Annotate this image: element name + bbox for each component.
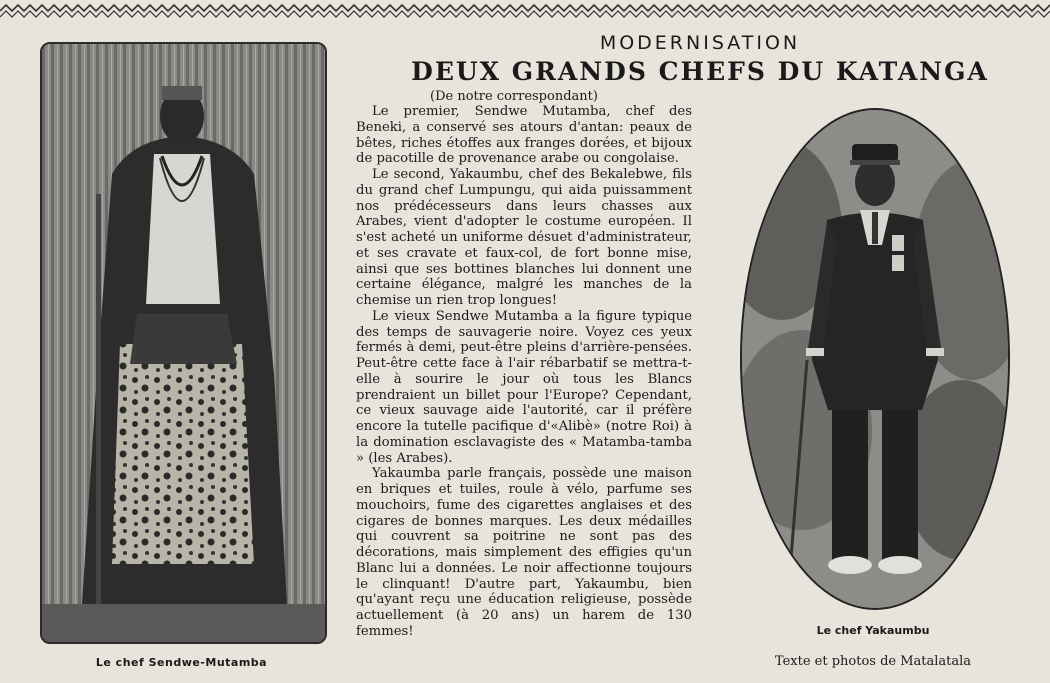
headline-title: DEUX GRANDS CHEFS DU KATANGA — [411, 57, 989, 86]
decorative-zigzag-border — [0, 0, 1050, 22]
article-paragraph: Yakaumba parle français, possède une maison en briques et tuiles, roule à vélo, parfume ses mouchoirs, fume des cigarettes anglaises et des cigares de bonnes marques. Les deux médailles qui couvrent sa poitrine ne sont pas des décorations, mais simplement des effigies qu'un Blanc lui a données. Le noir affectionne toujours le clinquant! D'autre part, Yakaumbu, bien qu'ayant reçu une éducation religieuse, possède actuellement (à 20 ans) un harem de 130 femmes! — [356, 466, 692, 639]
left-photo-caption: Le chef Sendwe-Mutamba — [95, 656, 268, 669]
article-paragraph: Le vieux Sendwe Mutamba a la figure typique des temps de sauvagerie noire. Voyez ces yeux fermés à demi, peut-être pleins d'arrière-pensées. Peut-être cette face à l'air rébarbatif se mettra-t-elle à sourire le jour où tous les Blancs prendraient un billet pour l'Europe? Cependant, ce vieux sauvage aide l'autorité, car il préfère encore la tutelle pacifique d'«Alibè» (notre Roi) à la domination esclavagiste des « Matamba-tamba » (les Arabes). — [356, 308, 692, 466]
byline: (De notre correspondant) — [430, 89, 598, 104]
article-body — [356, 104, 692, 640]
headline-kicker: MODERNISATION — [599, 32, 801, 54]
article-paragraph: Le second, Yakaumbu, chef des Bekalebwe, fils du grand chef Lumpungu, qui aida puissamment nos prédécesseurs dans leurs chasses aux Arabes, vient d'adopter le costume européen. Il s'est acheté un uniforme désuet d'administrateur, et ses cravate et faux-col, de fort bonne mise, ainsi que ses bottines blanches lui donnent une certaine élégance, malgré les manches de la chemise un rien trop longues! — [356, 167, 692, 308]
photo-yakaumbu — [740, 108, 1010, 610]
photo-sendwe-mutamba — [40, 42, 327, 644]
right-photo-caption: Le chef Yakaumbu — [816, 624, 930, 637]
photo-credit: Texte et photos de Matalatala — [774, 654, 972, 669]
article-paragraph: Le premier, Sendwe Mutamba, chef des Beneki, a conservé ses atours d'antan: peaux de bêtes, riches étoffes aux franges dorées, et bijoux de pacotille de provenance arabe ou congolaise. — [356, 104, 692, 167]
